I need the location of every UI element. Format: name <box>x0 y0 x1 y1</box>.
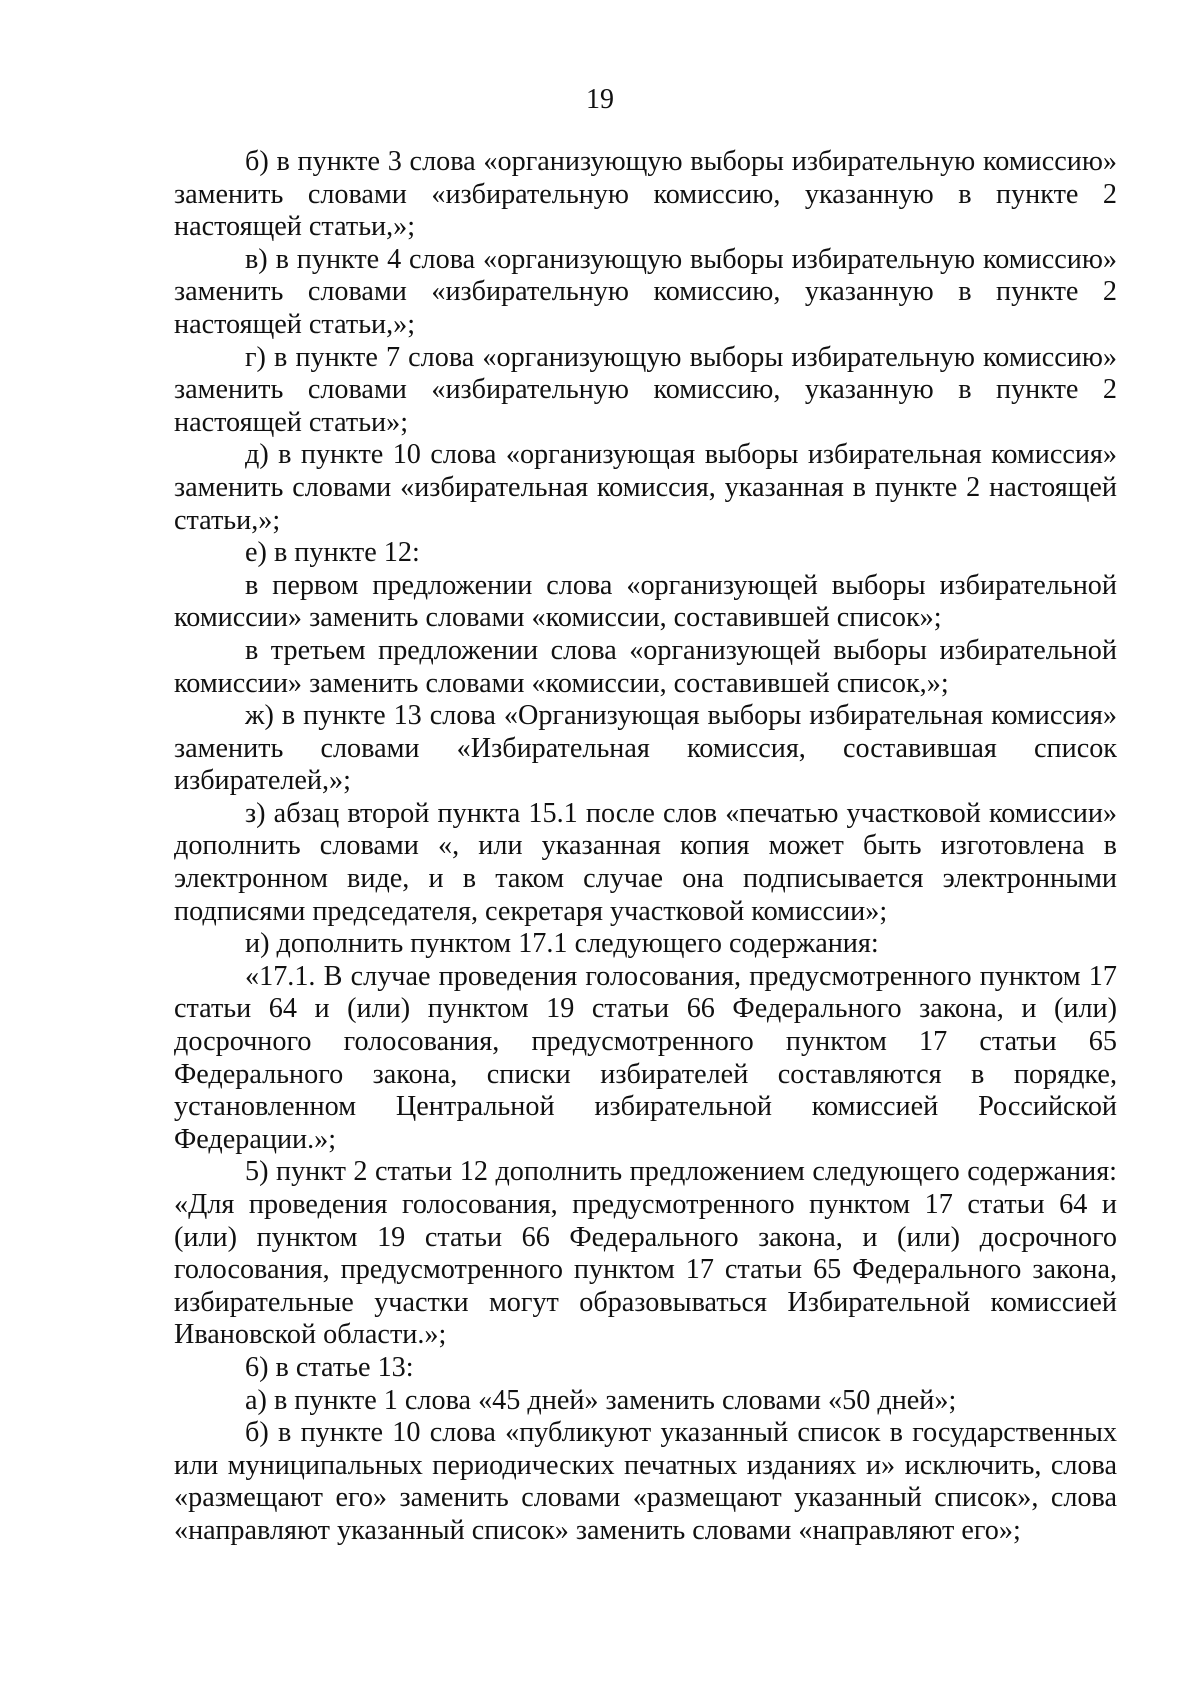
paragraph-v-point-4: в) в пункте 4 слова «организующую выборы избирательную комиссию» заменить словами «избирательную комиссию, указанную в пункте 2 настоящей статьи,»; <box>174 243 1117 340</box>
paragraph-5-article-12: 5) пункт 2 статьи 12 дополнить предложением следующего содержания: «Для проведения голосования, предусмотренного пунктом 17 статьи 64 и (или) пунктом 19 статьи 66 Федерального закона, и (или) досрочного голосования, предусмотренного пунктом 17 статьи 65 Федерального закона, избирательные участки могут образовываться Избирательной комиссией Ивановской области.»; <box>174 1156 1117 1351</box>
paragraph-i-add-point-17-1: и) дополнить пунктом 17.1 следующего содержания: <box>245 928 879 960</box>
paragraph-d-point-10: д) в пункте 10 слова «организующая выборы избирательная комиссия» заменить словами «избирательная комиссия, указанная в пункте 2 настоящей статьи,»; <box>174 439 1117 536</box>
paragraph-zh-point-13: ж) в пункте 13 слова «Организующая выборы избирательная комиссия» заменить словами «Избирательная комиссия, составившая список избирателей,»; <box>174 700 1117 797</box>
paragraph-z-point-15-1: з) абзац второй пункта 15.1 после слов «печатью участковой комиссии» дополнить словами «, или указанная копия может быть изготовлена в электронном виде, и в таком случае она подписывается электронными подписями председателя, секретаря участковой комиссии»; <box>174 797 1117 927</box>
paragraph-b-point-3: б) в пункте 3 слова «организующую выборы избирательную комиссию» заменить словами «избирательную комиссию, указанную в пункте 2 настоящей статьи,»; <box>174 146 1117 243</box>
paragraph-g-point-7: г) в пункте 7 слова «организующую выборы избирательную комиссию» заменить словами «избирательную комиссию, указанную в пункте 2 настоящей статьи»; <box>174 341 1117 438</box>
paragraph-b-point-10: б) в пункте 10 слова «публикуют указанный список в государственных или муниципальных периодических печатных изданиях и» исключить, слова «размещают его» заменить словами «размещают указанный список», слова «направляют указанный список» заменить словами «направляют его»; <box>174 1417 1117 1546</box>
document-body <box>174 146 1117 1548</box>
paragraph-a-point-1: а) в пункте 1 слова «45 дней» заменить словами «50 дней»; <box>245 1384 957 1416</box>
paragraph-first-sentence: в первом предложении слова «организующей выборы избирательной комиссии» заменить словами «комиссии, составившей список»; <box>174 569 1117 634</box>
page-number: 19 <box>586 84 614 115</box>
paragraph-third-sentence: в третьем предложении слова «организующей выборы избирательной комиссии» заменить словами «комиссии, составившей список,»; <box>174 634 1117 699</box>
paragraph-e-point-12: е) в пункте 12: <box>245 537 420 569</box>
paragraph-point-17-1-text: «17.1. В случае проведения голосования, предусмотренного пунктом 17 статьи 64 и (или) пунктом 19 статьи 66 Федерального закона, и (или) досрочного голосования, предусмотренного пунктом 17 статьи 65 Федерального закона, списки избирателей составляются в порядке, установленном Центральной избирательной комиссией Российской Федерации.»; <box>174 960 1117 1155</box>
paragraph-6-article-13: 6) в статье 13: <box>245 1351 414 1383</box>
